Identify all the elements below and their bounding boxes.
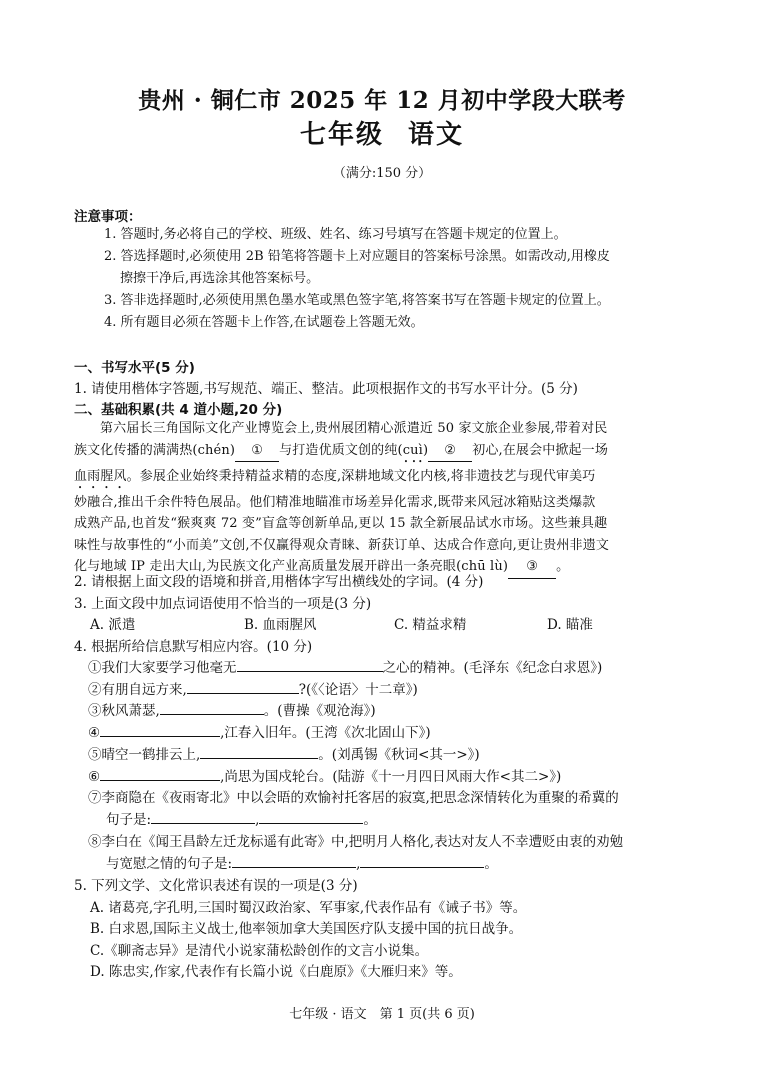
full-score: （满分:150 分） [332, 166, 432, 181]
grade-label: 七年级 [299, 120, 384, 150]
passage-line: 血雨腥风。参展企业始终秉持精益求精的态度,深耕地域文化内核,将非遗技艺与现代审美巧 [74, 468, 596, 484]
option-a: A. 派遣 [90, 617, 136, 633]
blank-3: ③ [508, 556, 556, 579]
blank-2: ② [428, 440, 472, 463]
question-3: 3. 上面文段中加点词语使用不恰当的一项是(3 分) [74, 596, 372, 612]
recite-item: ⑤晴空一鹤排云上, 。(刘禹锡《秋词<其一>》) [88, 747, 480, 763]
question-2: 2. 请根据上面文段的语境和拼音,用楷体字写出横线处的字词。(4 分) [74, 574, 484, 590]
passage-line: 化与地域 IP 走出大山,为民族文化产业高质量发展开辟出一条亮眼(chū lù) ③ 。 [74, 556, 699, 579]
recite-item: ④ ,江春入旧年。(王湾《次北固山下》) [88, 725, 431, 741]
reading-passage [74, 418, 699, 579]
answer-blank [232, 867, 356, 868]
answer-blank [160, 714, 264, 715]
question-1: 1. 请使用楷体字答题,书写规范、端正、整洁。此项根据作文的书写水平计分。(5 分) [74, 381, 578, 397]
answer-blank [200, 758, 318, 759]
passage-line: 味性与故事性的“小而美”文创,不仅赢得观众青睐、新获订单、达成合作意向,更让贵州非遗文 [74, 537, 610, 553]
passage-line: 族文化传播的满满热(chén) ① 与打造优质文创的纯(cuì) ② 初心,在展会中掀起一场 [74, 440, 699, 466]
option-b: B. 白求恩,国际主义战士,他率领加拿大美国医疗队支援中国的抗日战争。 [90, 921, 523, 937]
answer-blank [100, 736, 220, 737]
page-footer: 七年级 · 语文 第 1 页(共 6 页) [289, 1007, 475, 1022]
option-c: C. 精益求精 [394, 617, 467, 633]
exam-title: 贵州 · 铜仁市 2025 年 12 月初中学段大联考 [138, 87, 626, 114]
notice-heading: 注意事项： [74, 209, 142, 225]
option-b: B. 血雨腥风 [244, 617, 317, 633]
question-5: 5. 下列文学、文化常识表述有误的一项是(3 分) [74, 878, 358, 894]
recite-item: ⑦李商隐在《夜雨寄北》中以会晤的欢愉衬托客居的寂寞,把思念深情转化为重聚的希冀的 [88, 790, 619, 806]
passage-line: 第六届长三角国际文化产业博览会上,贵州展团精心派遣近 50 家文旅企业参展,带着对民 [100, 421, 608, 436]
notice-item: 1. 答题时,务必将自己的学校、班级、姓名、练习号填写在答题卡规定的位置上。 [104, 227, 567, 242]
option-a: A. 诸葛亮,字孔明,三国时蜀汉政治家、军事家,代表作品有《诫子书》等。 [90, 900, 527, 916]
answer-blank [100, 780, 220, 781]
notice-item: 4. 所有题目必须在答题卡上作答,在试题卷上答题无效。 [104, 315, 424, 330]
option-d: D. 陈忠实,作家,代表作有长篇小说《白鹿原》《大雁归来》等。 [90, 964, 462, 980]
blank-1: ① [235, 440, 279, 463]
question-4: 4. 根据所给信息默写相应内容。(10 分) [74, 639, 313, 655]
subject-label: 语文 [408, 120, 465, 150]
notice-item: 擦擦干净后,再选涂其他答案标号。 [120, 271, 320, 286]
passage-line: 妙融合,推出千余件特色展品。他们精准地瞄准市场差异化需求,既带来风冠冰箱贴这类爆款 [74, 494, 596, 510]
section-heading: 一、书写水平(5 分) [74, 360, 195, 376]
recite-item: 与宽慰之情的句子是: , 。 [106, 856, 498, 872]
recite-item: ②有朋自远方来, ?(《〈论语〉十二章》) [88, 682, 418, 698]
recite-item: ⑧李白在《闻王昌龄左迁龙标遥有此寄》中,把明月人格化,表达对友人不幸遭贬由衷的劝勉 [88, 834, 624, 850]
answer-blank [360, 867, 484, 868]
answer-blank [237, 671, 383, 672]
exam-subtitle [0, 114, 764, 151]
notice-item: 2. 答选择题时,必须使用 2B 铅笔将答题卡上对应题目的答案标号涂黑。如需改动,用橡皮 [104, 249, 610, 264]
notice-item: 3. 答非选择题时,必须使用黑色墨水笔或黑色签字笔,将答案书写在答题卡规定的位置上。 [104, 293, 610, 308]
recite-item: ①我们大家要学习他毫无 之心的精神。(毛泽东《纪念白求恩》) [88, 660, 603, 676]
section-heading: 二、基础积累(共 4 道小题,20 分) [74, 402, 283, 418]
option-d: D. 瞄准 [547, 617, 593, 633]
recite-item: 句子是: , 。 [106, 812, 377, 828]
answer-blank [187, 693, 299, 694]
recite-item: ③秋风萧瑟, 。(曹操《观沧海》) [88, 703, 376, 719]
option-c: C.《聊斋志异》是清代小说家蒲松龄创作的文言小说集。 [90, 943, 429, 959]
answer-blank [259, 823, 363, 824]
recite-item: ⑥ ,尚思为国戍轮台。(陆游《十一月四日风雨大作<其二>》) [88, 769, 562, 785]
answer-blank [151, 823, 255, 824]
passage-line: 成熟产品,也首发“猴爽爽 72 变”盲盒等创新单品,更以 15 款全新展品试水市场。这些兼具趣 [74, 516, 608, 532]
